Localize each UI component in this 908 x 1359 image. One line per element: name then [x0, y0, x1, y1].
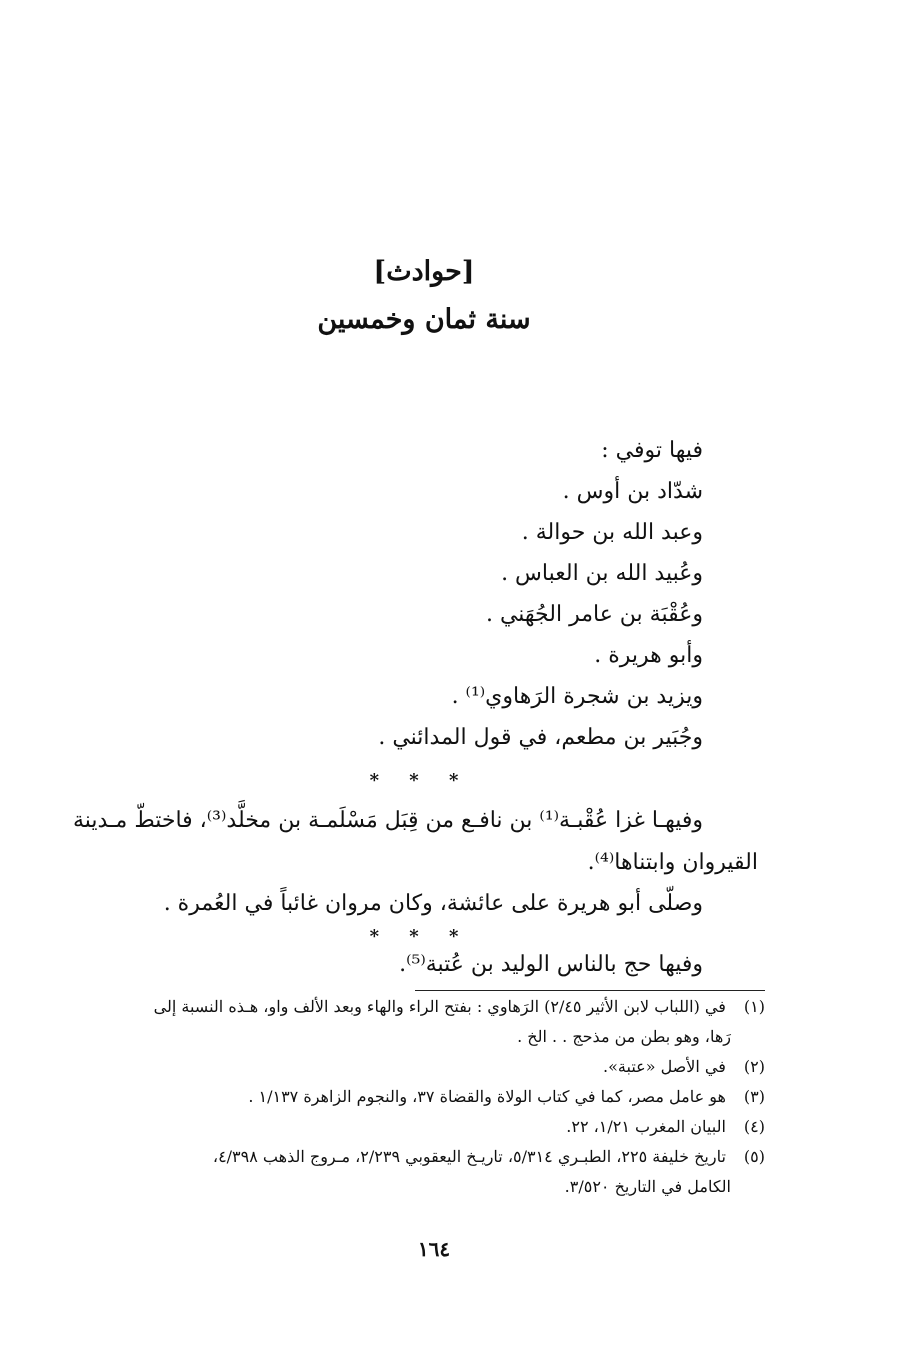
- section-separator: * * *: [369, 770, 471, 791]
- footnote-text: البيان المغرب ١/٢١، ٢٢.: [566, 1117, 726, 1136]
- footnote-text: تاريخ خليفة ٢٢٥، الطبـري ٥/٣١٤، تاريـخ اليعقوبي ٢/٢٣٩، مـروج الذهب ٤/٣٩٨،: [212, 1147, 726, 1166]
- footnote: [75, 1142, 765, 1202]
- raid-paragraph-line1: وفيهـا غزا عُقْبـة⁽¹⁾ بن نافـع من قِبَل مَسْلَمـة بن مخلَّد⁽³⁾، فاختطّ مـدينة: [73, 808, 703, 833]
- footnotes: [75, 992, 765, 1202]
- list-item: وعُبيد الله بن العباس .: [501, 561, 703, 586]
- footnote-text: هو عامل مصر، كما في كتاب الولاة والقضاة ٣٧، والنجوم الزاهرة ١/١٣٧ .: [248, 1087, 726, 1106]
- deaths-list: [63, 430, 703, 758]
- list-item: وعبد الله بن حوالة .: [521, 520, 703, 545]
- footnote: [75, 1112, 765, 1142]
- year-heading: سنة ثمان وخمسين: [317, 304, 531, 335]
- footnote-text: في الأصل «عتبة».: [603, 1057, 726, 1076]
- section-separator: * * *: [369, 926, 471, 947]
- list-item: شدّاد بن أوس .: [562, 479, 703, 504]
- hajj-paragraph: وفيها حج بالناس الوليد بن عُتبة⁽⁵⁾.: [399, 952, 703, 977]
- footnote-continuation: الكامل في التاريخ ٣/٥٢٠.: [564, 1177, 731, 1196]
- footnote: [75, 992, 765, 1052]
- list-item: ويزيد بن شجرة الرَهاوي⁽¹⁾ .: [451, 684, 703, 709]
- footnote: [75, 1082, 765, 1112]
- footnote-continuation: رَها، وهو بطن من مذحج . . الخ .: [517, 1027, 731, 1046]
- raid-paragraph-line2: القيروان وابتناها⁽⁴⁾.: [587, 850, 758, 875]
- list-item: وأبو هريرة .: [594, 643, 703, 668]
- footnote-rule: [415, 990, 765, 991]
- footnote-number: (١): [743, 997, 765, 1016]
- prayer-paragraph: وصلّى أبو هريرة على عائشة، وكان مروان غائباً في العُمرة .: [163, 891, 703, 916]
- footnote-text: في (اللباب لابن الأثير ٢/٤٥) الرَهاوي : بفتح الراء والهاء وبعد الألف واو، هـذه النسبة إلى: [153, 997, 726, 1016]
- list-item: وجُبَير بن مطعم، في قول المدائني .: [378, 725, 703, 750]
- section-heading: [حوادث]: [373, 256, 475, 287]
- page-number: ١٦٤: [417, 1237, 451, 1261]
- footnote-number: (٣): [743, 1087, 765, 1106]
- footnote-number: (٤): [743, 1117, 765, 1136]
- footnote-number: (٥): [743, 1147, 765, 1166]
- deaths-intro: فيها توفي :: [601, 438, 703, 463]
- footnote-number: (٢): [743, 1057, 765, 1076]
- list-item: وعُقْبَة بن عامر الجُهَني .: [485, 602, 703, 627]
- footnote: [75, 1052, 765, 1082]
